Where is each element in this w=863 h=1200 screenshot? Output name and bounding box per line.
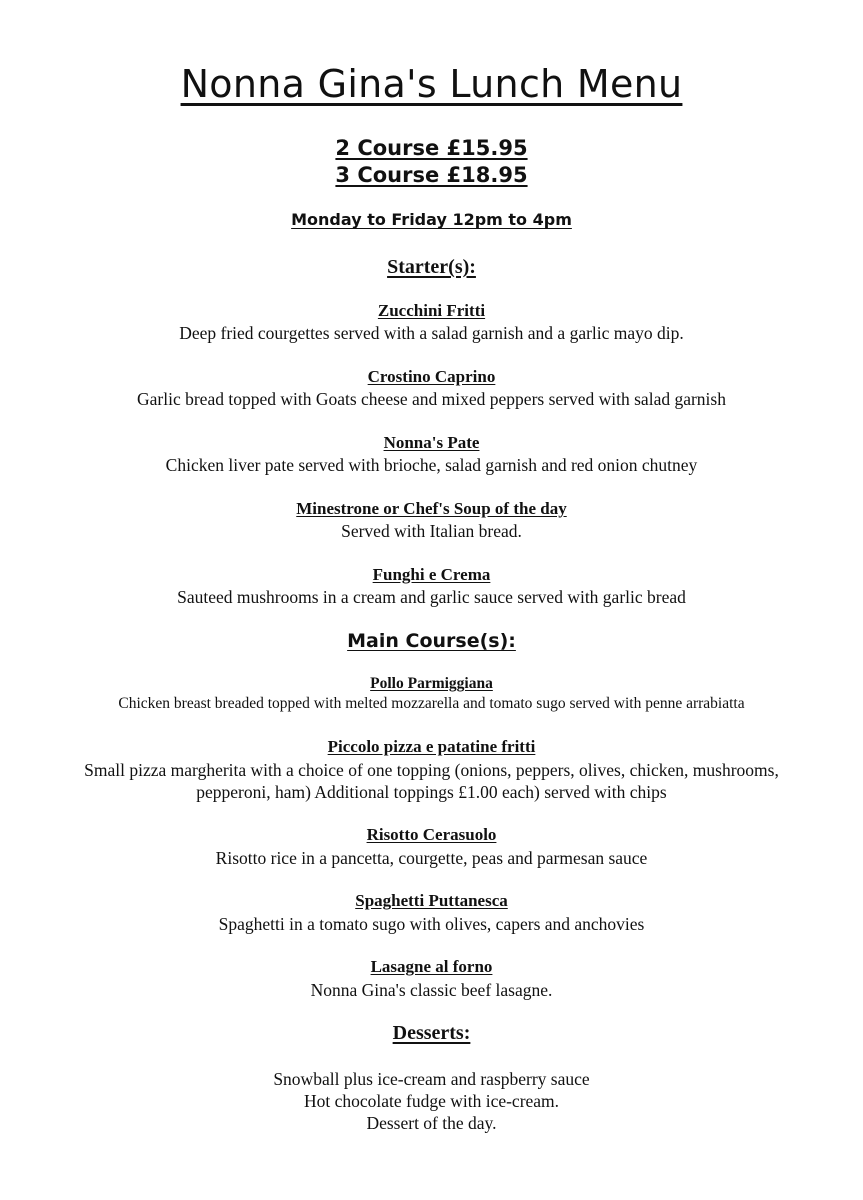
three-course-price: 3 Course £18.95: [335, 163, 528, 187]
main-name: Spaghetti Puttanesca: [355, 891, 508, 910]
starter-description: Deep fried courgettes served with a salad garnish and a garlic mayo dip.: [179, 323, 684, 343]
starter-description: Sauteed mushrooms in a cream and garlic sauce served with garlic bread: [177, 587, 686, 607]
main-description: Nonna Gina's classic beef lasagne.: [310, 980, 553, 1000]
starter-name: Funghi e Crema: [372, 565, 491, 584]
main-description: Chicken breast breaded topped with melted mozzarella and tomato sugo served with penne arrabiatta: [118, 695, 745, 712]
starter-name: Minestrone or Chef's Soup of the day: [296, 499, 567, 518]
starter-name: Nonna's Pate: [383, 433, 480, 452]
main-name: Pollo Parmiggiana: [370, 675, 493, 692]
starter-description: Chicken liver pate served with brioche, salad garnish and red onion chutney: [165, 455, 698, 475]
starters-heading: Starter(s):: [387, 256, 476, 278]
starter-name: Crostino Caprino: [367, 367, 496, 386]
main-name: Piccolo pizza e patatine fritti: [327, 737, 536, 756]
starter-name: Zucchini Fritti: [377, 301, 486, 320]
main-description: pepperoni, ham) Additional toppings £1.00 each) served with chips: [196, 782, 667, 802]
starter-description: Served with Italian bread.: [341, 521, 522, 541]
dessert-item: Snowball plus ice-cream and raspberry sauce: [273, 1069, 590, 1089]
main-description: Risotto rice in a pancetta, courgette, peas and parmesan sauce: [215, 848, 648, 868]
desserts-heading: Desserts:: [392, 1022, 471, 1044]
opening-hours: Monday to Friday 12pm to 4pm: [291, 210, 572, 229]
main-description: Spaghetti in a tomato sugo with olives, capers and anchovies: [218, 914, 645, 934]
starter-description: Garlic bread topped with Goats cheese and mixed peppers served with salad garnish: [137, 389, 726, 409]
main-name: Lasagne al forno: [370, 957, 493, 976]
dessert-item: Dessert of the day.: [366, 1113, 497, 1133]
mains-heading: Main Course(s):: [347, 630, 516, 652]
two-course-price: 2 Course £15.95: [335, 136, 528, 160]
main-description: Small pizza margherita with a choice of one topping (onions, peppers, olives, chicken, mushrooms,: [84, 760, 779, 780]
dessert-item: Hot chocolate fudge with ice-cream.: [303, 1091, 560, 1111]
menu-title: Nonna Gina's Lunch Menu: [180, 62, 683, 106]
main-name: Risotto Cerasuolo: [366, 825, 497, 844]
